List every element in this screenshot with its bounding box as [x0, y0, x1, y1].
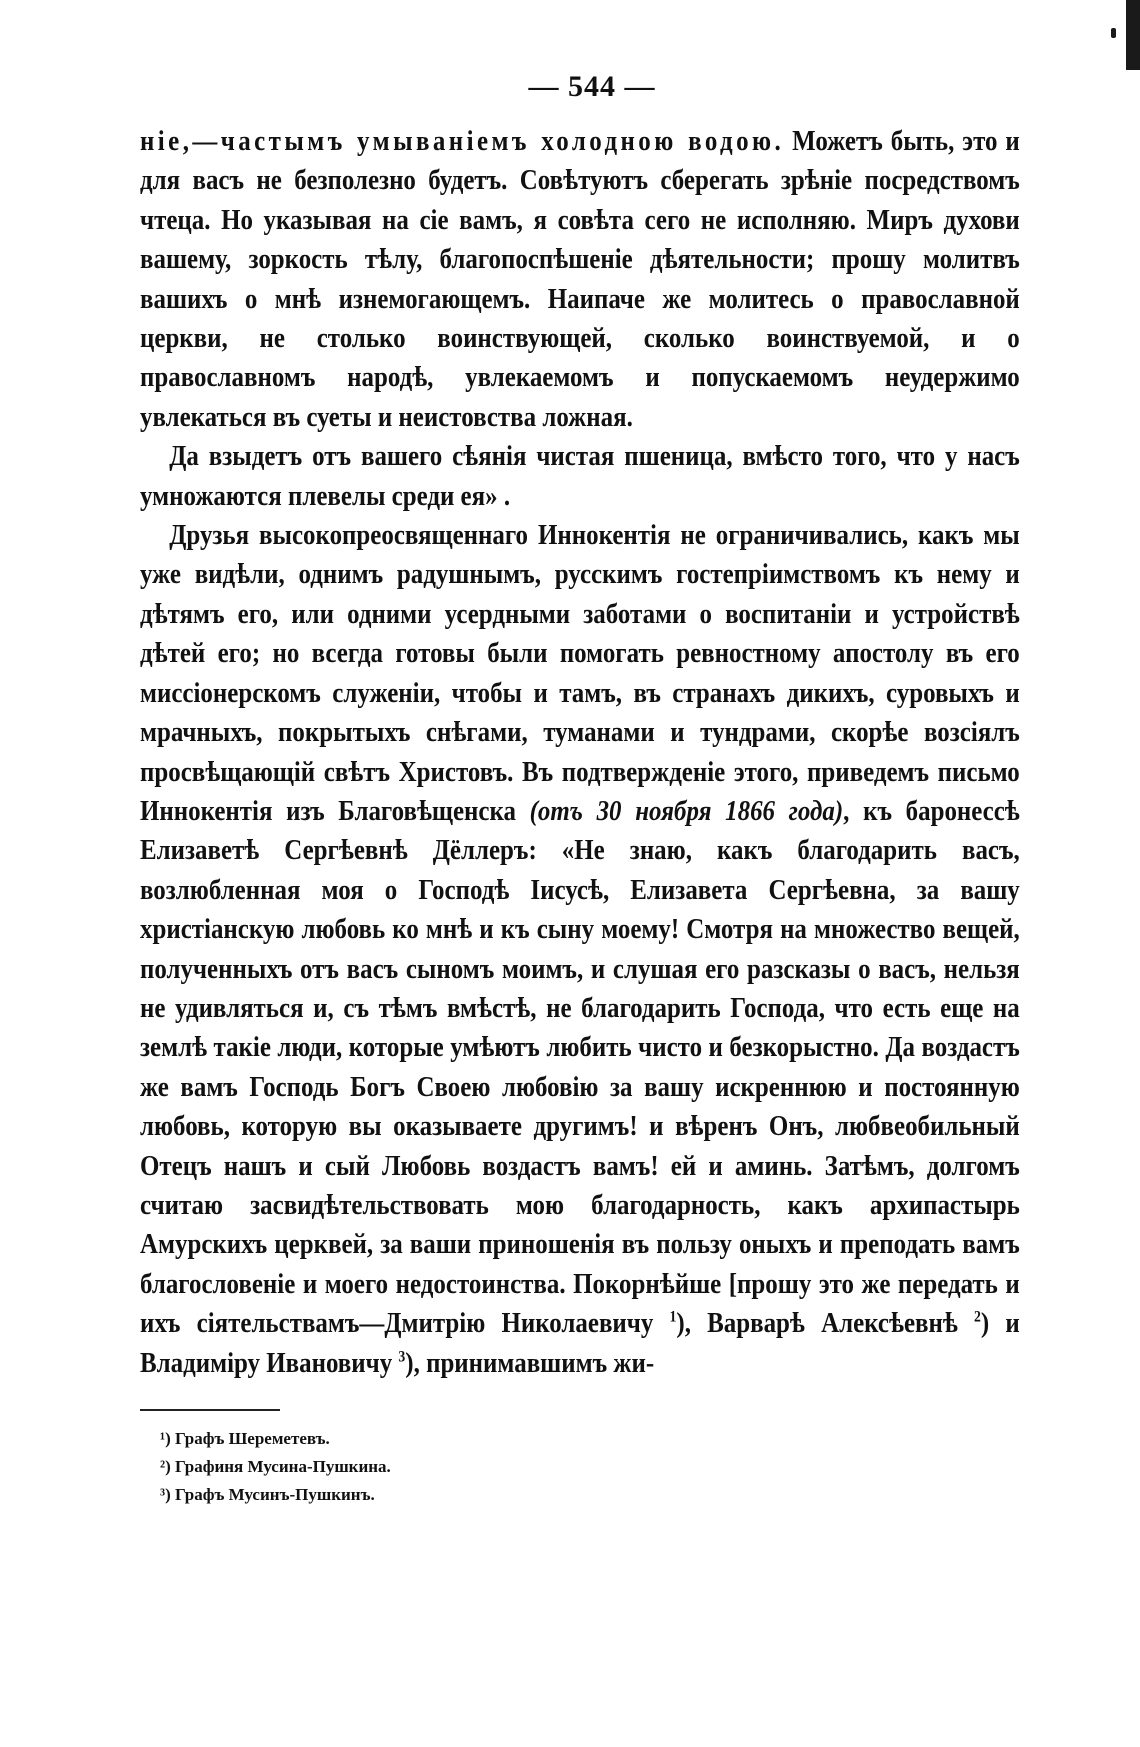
letter-date: (отъ 30 ноября 1866 года) [529, 794, 844, 827]
paragraph-3-text-a: Друзья высокопреосвященнаго Иннокентія не ограничивались, какъ мы уже видѣли, однимъ радушнымъ, русскимъ гостепріимствомъ къ нему и дѣтямъ его, или одними усердными заботами о воспитаніи и устройствѣ дѣтей его; но всегда готовы были помогать ревностному апостолу въ его миссіонерскомъ служеніи, чтобы и тамъ, въ странахъ дикихъ, суровыхъ и мрачныхъ, покрытыхъ снѣгами, туманами и тундрами, скорѣе возсіялъ просвѣщающій свѣтъ Христовъ. Въ подтвержденіе этого, приведемъ письмо Иннокентія изъ Благовѣщенска [140, 519, 1020, 827]
paragraph-1-text: Можетъ быть, это и для васъ не безполезно будетъ. Совѣтуютъ сберегать зрѣніе посредствомъ чтеца. Но указывая на сіе вамъ, я совѣта сего не исполняю. Миръ духови вашему, зоркость тѣлу, благопоспѣшеніе дѣятельности; прошу молитвъ вашихъ о мнѣ изнемогающемъ. Наипаче же молитесь о православной церкви, не столько воинствующей, сколько воинствуемой, и о православномъ народѣ, увлекаемомъ и попускаемомъ неудержимо увлекаться въ суеты и неистовства ложная. [140, 125, 1020, 433]
scan-edge-mark [1126, 0, 1140, 70]
paragraph-2 [140, 437, 1020, 516]
footnote-2: ²) Графиня Мусина-Пушкина. [160, 1457, 391, 1476]
paragraph-3 [140, 516, 1020, 1383]
scan-speck [1111, 28, 1116, 38]
paragraph-1 [140, 122, 1020, 437]
paragraph-3-text-d: ) и Владиміру Ивановичу [140, 1307, 1020, 1379]
paragraph-2-text: Да взыдетъ отъ вашего сѣянія чистая пшеница, вмѣсто того, что у насъ умножаются плевелы среди ея» . [140, 440, 1020, 512]
spaced-phrase: ніе,—частымъ умываніемъ холодною водою. [140, 125, 785, 157]
paragraph-3-text-e: ), принимавшимъ жи- [405, 1346, 655, 1379]
footnote-ref-2: 2 [974, 1308, 981, 1326]
footnote-1: ¹) Графъ Шереметевъ. [160, 1429, 330, 1448]
footnote-divider [140, 1409, 280, 1411]
paragraph-3-text-c: ), Варварѣ Алексѣевнѣ [676, 1307, 975, 1340]
book-page [140, 70, 1020, 1509]
paragraph-3-text-b: , къ баронессѣ Елизаветѣ Сергѣевнѣ Дёллеръ: «Не знаю, какъ благодарить васъ, возлюбленная моя о Господѣ Іисусѣ, Елизавета Сергѣевна, за вашу христіанскую любовь ко мнѣ и къ сыну моему! Смотря на множество вещей, полученныхъ отъ васъ сыномъ моимъ, и слушая его разсказы о васъ, нельзя не удивляться и, съ тѣмъ вмѣстѣ, не благодарить Господа, что есть еще на землѣ такіе люди, которые умѣютъ любить чисто и безкорыстно. Да воздастъ же вамъ Господь Богъ Своею любовію за вашу искреннюю и постоянную любовь, которую вы оказываете другимъ! и вѣренъ Онъ, любвеобильный Отецъ нашъ и сый Любовь воздастъ вамъ! ей и аминь. Затѣмъ, долгомъ считаю засвидѣтельствовать мою благодарность, какъ архипастырь Амурскихъ церквей, за ваши приношенія въ пользу оныхъ и преподать вамъ благословеніе и моего недостоинства. Покорнѣйше [прошу это же передать и ихъ сіятельствамъ—Дмитрію Николаевичу [140, 794, 1020, 1340]
page-number: — 544 — [528, 70, 656, 103]
footnote-ref-3: 3 [398, 1347, 406, 1365]
footnote-3: ³) Графъ Мусинъ-Пушкинъ. [160, 1485, 375, 1504]
footnote-ref-1: 1 [669, 1308, 677, 1326]
footnotes [160, 1425, 1020, 1509]
